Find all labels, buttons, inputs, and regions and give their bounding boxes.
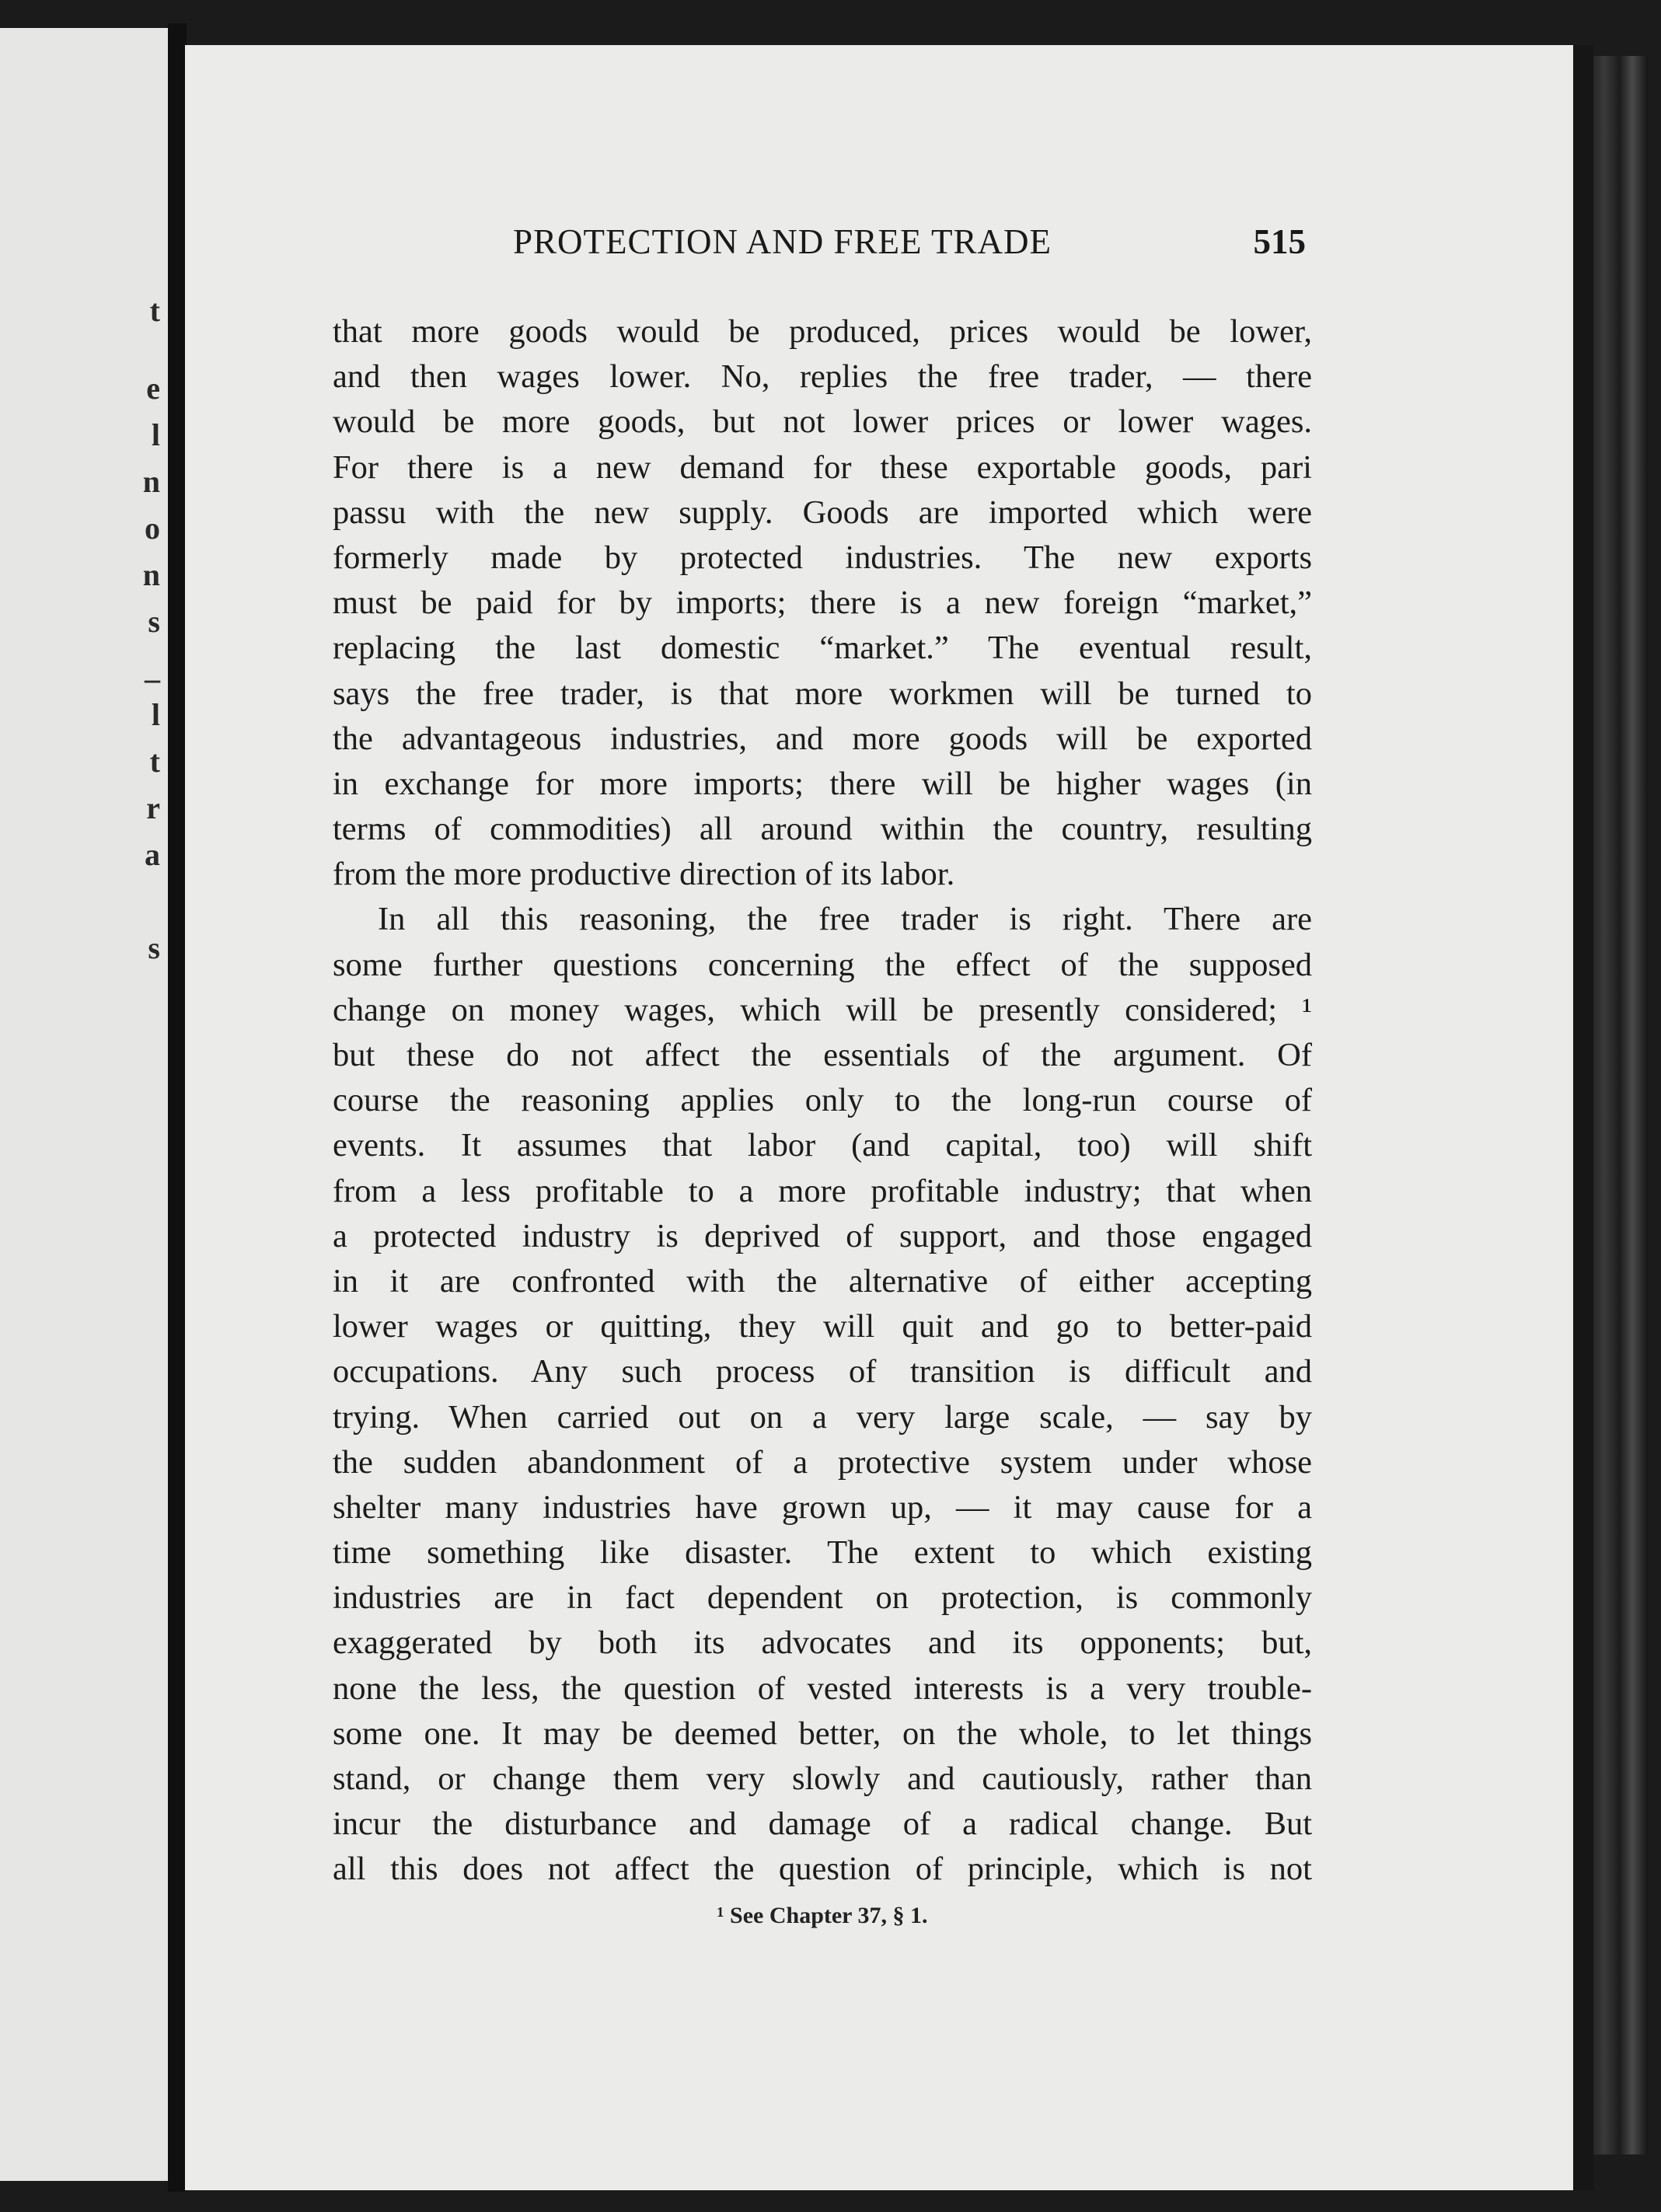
text-line: none the less, the question of vested interests is a very trouble- [333,1669,1312,1707]
page-edge-stack [1586,56,1648,2154]
text-line: must be paid for by imports; there is a new foreign “market,” [333,584,1312,622]
text-line: from a less profitable to a more profitable industry; that when [333,1172,1312,1209]
text-line: trying. When carried out on a very large scale, — say by [333,1398,1312,1436]
text-line: exaggerated by both its advocates and its opponents; but, [333,1624,1312,1662]
text-line: stand, or change them very slowly and cautiously, rather than [333,1760,1312,1797]
text-line: terms of commodities) all around within the country, resulting [333,811,1312,848]
adjacent-page-glyph: l [151,417,160,452]
adjacent-page-glyph: n [142,464,160,499]
text-line: some further questions concerning the effect of the supposed [333,946,1312,983]
text-line: in exchange for more imports; there will be higher wages (in [333,765,1312,802]
text-line: a protected industry is deprived of support, and those engaged [333,1217,1312,1254]
adjacent-page-glyph: e [146,371,160,406]
text-line: passu with the new supply. Goods are imported which were [333,494,1312,531]
text-line: that more goods would be produced, prices would be lower, [333,313,1312,350]
adjacent-page-glyph: t [149,293,160,328]
page-number: 515 [1253,222,1306,261]
adjacent-page-glyph: _ [145,651,160,686]
text-line: In all this reasoning, the free trader is right. There are [378,901,1312,938]
text-line: some one. It may be deemed better, on the whole, to let things [333,1715,1312,1752]
text-line: industries are in fact dependent on protection, is commonly [333,1579,1312,1617]
text-line: all this does not affect the question of principle, which is not [333,1851,1312,1888]
text-line: says the free trader, is that more workmen will be turned to [333,675,1312,712]
text-line: would be more goods, but not lower prices or lower wages. [333,403,1312,441]
adjacent-page-glyph: s [148,930,160,965]
footnote: ¹ See Chapter 37, § 1. [717,1903,928,1928]
text-line: course the reasoning applies only to the long-run course of [333,1082,1312,1119]
text-line: the advantageous industries, and more goods will be exported [333,720,1312,757]
text-line: time something like disaster. The extent to which existing [333,1534,1312,1572]
running-head [326,222,1329,268]
text-line: the sudden abandonment of a protective system under whose [333,1443,1312,1481]
text-line: For there is a new demand for these exportable goods, pari [333,448,1312,486]
text-line: lower wages or quitting, they will quit and go to better-paid [333,1308,1312,1345]
running-head-title: PROTECTION AND FREE TRADE [513,222,1052,261]
text-line: from the more productive direction of its labor. [333,856,955,893]
text-line: but these do not affect the essentials of the argument. Of [333,1037,1312,1073]
adjacent-page-glyph: n [142,557,160,592]
body-text [333,309,1312,1893]
adjacent-page-glyph: r [146,790,160,825]
text-line: shelter many industries have grown up, — it may cause for a [333,1488,1312,1526]
text-line: formerly made by protected industries. The new exports [333,539,1312,576]
adjacent-page-glyph: o [145,511,160,546]
adjacent-page-glyph: l [151,697,160,732]
adjacent-page-fragment [0,28,168,2181]
text-line: incur the disturbance and damage of a radical change. But [333,1806,1312,1843]
text-line: occupations. Any such process of transition is difficult and [333,1353,1312,1390]
text-line: events. It assumes that labor (and capital, too) will shift [333,1127,1312,1164]
book-gutter [168,23,187,2192]
adjacent-page-glyph: t [149,744,160,779]
text-line: in it are confronted with the alternative of either accepting [333,1262,1312,1300]
text-line: change on money wages, which will be presently considered; ¹ [333,991,1312,1028]
text-line: replacing the last domestic “market.” The eventual result, [333,630,1312,667]
adjacent-page-glyph: s [148,604,160,639]
adjacent-page-glyph: a [145,837,160,872]
text-line: and then wages lower. No, replies the free trader, — there [333,358,1312,396]
